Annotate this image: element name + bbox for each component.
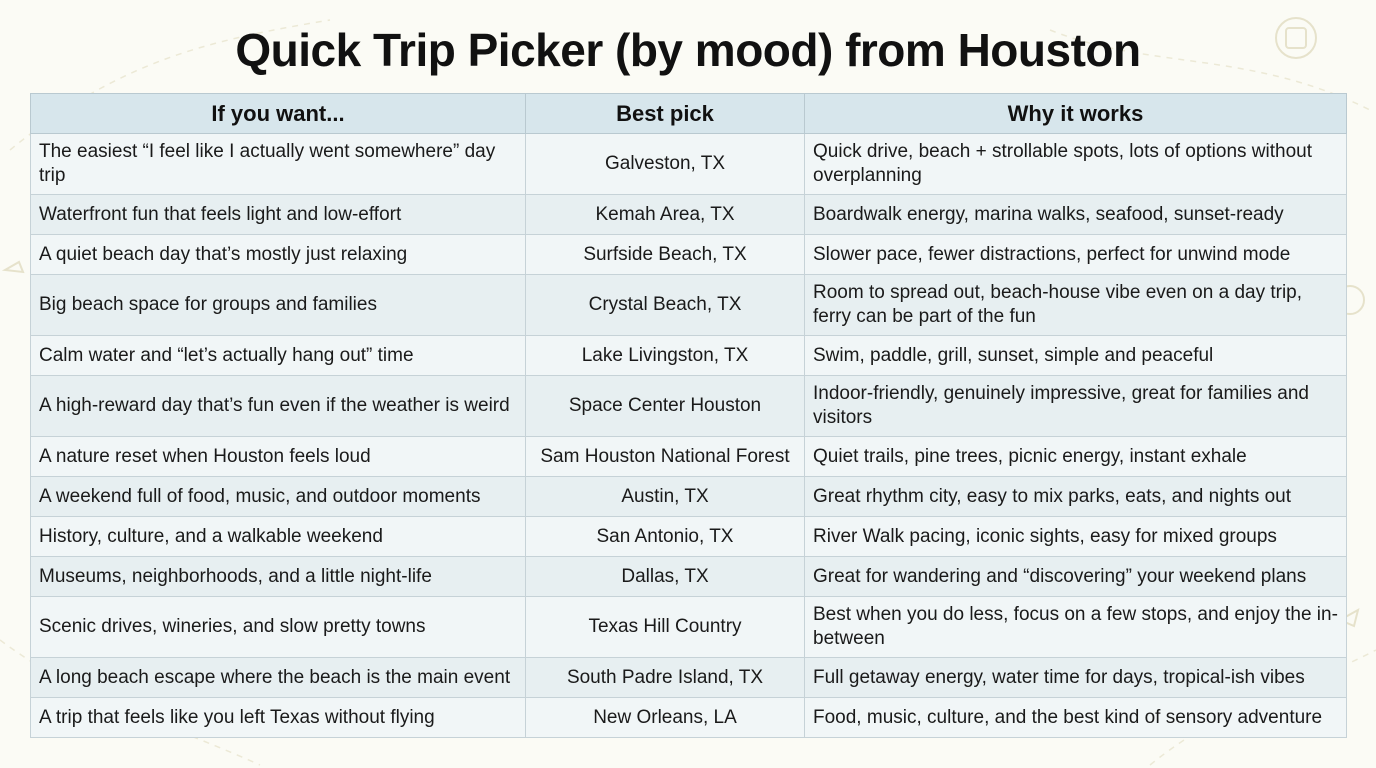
why-cell: Indoor-friendly, genuinely impressive, great for families and visitors	[805, 376, 1347, 437]
table-row	[31, 437, 1347, 477]
pick-cell: Texas Hill Country	[526, 597, 805, 658]
want-cell: A nature reset when Houston feels loud	[31, 437, 526, 477]
pick-cell: Kemah Area, TX	[526, 195, 805, 235]
table-row	[31, 376, 1347, 437]
want-cell: Museums, neighborhoods, and a little night-life	[31, 557, 526, 597]
column-header-want: If you want...	[31, 94, 526, 134]
table-row	[31, 336, 1347, 376]
want-cell: History, culture, and a walkable weekend	[31, 517, 526, 557]
pick-cell: Lake Livingston, TX	[526, 336, 805, 376]
want-cell: Waterfront fun that feels light and low-effort	[31, 195, 526, 235]
page-title: Quick Trip Picker (by mood) from Houston	[235, 24, 1141, 76]
why-cell: Swim, paddle, grill, sunset, simple and peaceful	[805, 336, 1347, 376]
pick-cell: South Padre Island, TX	[526, 658, 805, 698]
pick-cell: Dallas, TX	[526, 557, 805, 597]
why-cell: Room to spread out, beach-house vibe even on a day trip, ferry can be part of the fun	[805, 275, 1347, 336]
table-row	[31, 517, 1347, 557]
column-header-pick: Best pick	[526, 94, 805, 134]
table-header-row	[31, 94, 1347, 134]
why-cell: Full getaway energy, water time for days, tropical-ish vibes	[805, 658, 1347, 698]
table-row	[31, 275, 1347, 336]
column-header-why: Why it works	[805, 94, 1347, 134]
trip-picker-table	[30, 93, 1347, 738]
why-cell: Quiet trails, pine trees, picnic energy, instant exhale	[805, 437, 1347, 477]
pick-cell: New Orleans, LA	[526, 698, 805, 738]
why-cell: Slower pace, fewer distractions, perfect for unwind mode	[805, 235, 1347, 275]
table-row	[31, 557, 1347, 597]
want-cell: A long beach escape where the beach is the main event	[31, 658, 526, 698]
why-cell: Best when you do less, focus on a few stops, and enjoy the in-between	[805, 597, 1347, 658]
want-cell: A high-reward day that’s fun even if the weather is weird	[31, 376, 526, 437]
table-row	[31, 477, 1347, 517]
want-cell: A quiet beach day that’s mostly just relaxing	[31, 235, 526, 275]
why-cell: Boardwalk energy, marina walks, seafood, sunset-ready	[805, 195, 1347, 235]
table-row	[31, 698, 1347, 738]
pick-cell: Crystal Beach, TX	[526, 275, 805, 336]
pick-cell: Surfside Beach, TX	[526, 235, 805, 275]
why-cell: Great rhythm city, easy to mix parks, eats, and nights out	[805, 477, 1347, 517]
why-cell: River Walk pacing, iconic sights, easy for mixed groups	[805, 517, 1347, 557]
why-cell: Great for wandering and “discovering” your weekend plans	[805, 557, 1347, 597]
why-cell: Quick drive, beach + strollable spots, lots of options without overplanning	[805, 134, 1347, 195]
want-cell: The easiest “I feel like I actually went somewhere” day trip	[31, 134, 526, 195]
pick-cell: Sam Houston National Forest	[526, 437, 805, 477]
pick-cell: San Antonio, TX	[526, 517, 805, 557]
pick-cell: Austin, TX	[526, 477, 805, 517]
pick-cell: Galveston, TX	[526, 134, 805, 195]
why-cell: Food, music, culture, and the best kind of sensory adventure	[805, 698, 1347, 738]
want-cell: Big beach space for groups and families	[31, 275, 526, 336]
trip-table-container	[30, 93, 1346, 738]
table-row	[31, 195, 1347, 235]
want-cell: A trip that feels like you left Texas without flying	[31, 698, 526, 738]
pick-cell: Space Center Houston	[526, 376, 805, 437]
want-cell: A weekend full of food, music, and outdoor moments	[31, 477, 526, 517]
want-cell: Calm water and “let’s actually hang out” time	[31, 336, 526, 376]
table-row	[31, 658, 1347, 698]
table-row	[31, 235, 1347, 275]
table-row	[31, 597, 1347, 658]
want-cell: Scenic drives, wineries, and slow pretty towns	[31, 597, 526, 658]
table-row	[31, 134, 1347, 195]
